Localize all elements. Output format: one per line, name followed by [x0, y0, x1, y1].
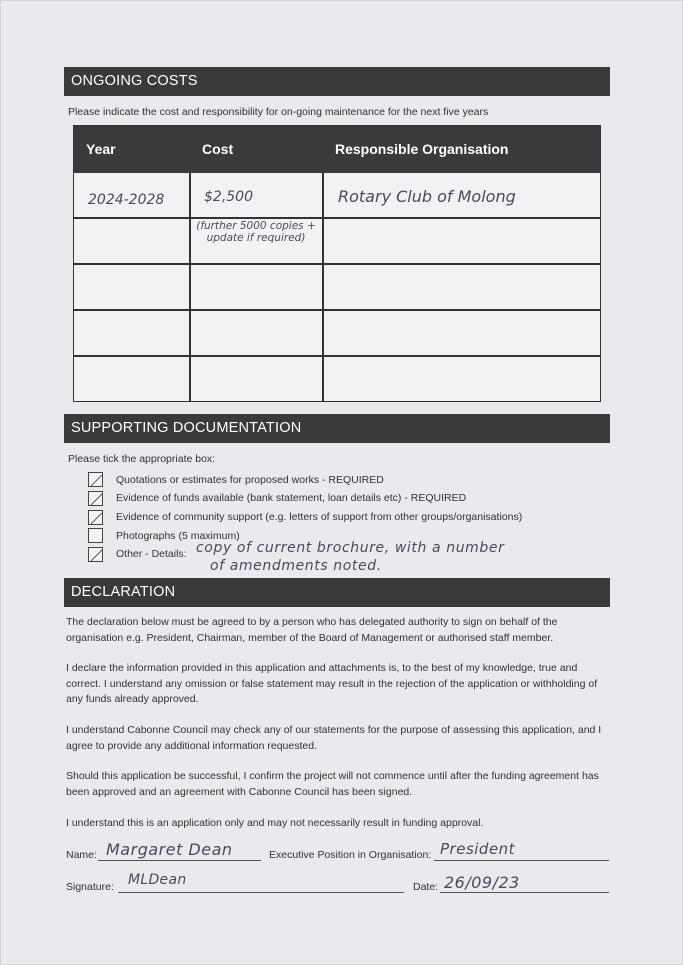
column-header-organisation: Responsible Organisation — [335, 141, 509, 157]
supporting-documentation-heading: SUPPORTING DOCUMENTATION — [64, 414, 610, 443]
declaration-paragraph: The declaration below must be agreed to by a person who has delegated authority to sign on behalf of the organisation e.g. President, Chairman, member of the Board of Management or authorised staff member. — [66, 616, 558, 644]
row1-cost-field[interactable]: $2,500 — [204, 189, 253, 205]
position-label: Executive Position in Organisation: — [269, 849, 432, 861]
checkbox-funds-evidence[interactable] — [88, 491, 103, 506]
ongoing-costs-table — [73, 125, 601, 402]
row2-cost-field[interactable]: (further 5000 copies + update if required) — [196, 220, 316, 244]
position-field[interactable]: President — [440, 840, 516, 858]
declaration-paragraph: Should this application be successful, I confirm the project will not commence until after the funding agreement has been approved and an agreement with Cabonne Council has been signed. — [66, 770, 599, 798]
column-header-cost: Cost — [202, 141, 234, 157]
declaration-paragraph: I declare the information provided in this application and attachments is, to the best of my knowledge, true and correct. I understand any omission or false statement may result in the rejection of the application or withholding of any funds already approved. — [66, 662, 598, 705]
other-details-field-line2[interactable]: of amendments noted. — [210, 558, 382, 574]
checkbox-label-other: Other - Details: — [116, 548, 187, 560]
name-underline — [98, 860, 261, 861]
checkmark-icon — [89, 492, 104, 507]
column-divider — [189, 173, 191, 401]
row1-organisation-field[interactable]: Rotary Club of Molong — [338, 187, 516, 206]
declaration-paragraph: I understand Cabonne Council may check any of our statements for the purpose of assessing this application, and I agree to provide any additional information requested. — [66, 724, 602, 752]
checkbox-quotations[interactable] — [88, 472, 103, 487]
column-divider — [322, 173, 324, 401]
checkbox-community-support[interactable] — [88, 510, 103, 525]
date-field[interactable]: 26/09/23 — [444, 873, 520, 892]
checkbox-other[interactable] — [88, 547, 103, 562]
row-divider — [74, 263, 600, 265]
checkmark-icon — [89, 473, 104, 488]
checkbox-label-photographs: Photographs (5 maximum) — [116, 530, 240, 542]
name-label: Name: — [66, 849, 97, 861]
ongoing-costs-heading: ONGOING COSTS — [64, 67, 610, 96]
checkbox-label-funds-evidence: Evidence of funds available (bank statement, loan details etc) - REQUIRED — [116, 492, 467, 504]
signature-field[interactable]: MLDean — [128, 872, 187, 888]
column-header-year: Year — [86, 141, 116, 157]
row1-year-field[interactable]: 2024-2028 — [88, 192, 165, 208]
checkmark-icon — [89, 511, 104, 526]
date-underline — [440, 892, 609, 893]
row-divider — [74, 355, 600, 357]
checkbox-photographs[interactable] — [88, 528, 103, 543]
row-divider — [74, 309, 600, 311]
position-underline — [434, 860, 609, 861]
table-header — [74, 126, 600, 173]
date-label: Date: — [413, 881, 439, 893]
declaration-paragraph: I understand this is an application only and may not necessarily result in funding approval. — [66, 817, 484, 829]
row-divider — [74, 217, 600, 219]
signature-label: Signature: — [66, 881, 114, 893]
ongoing-costs-instruction: Please indicate the cost and responsibility for on-going maintenance for the next five years — [68, 106, 489, 118]
checkbox-label-community-support: Evidence of community support (e.g. letters of support from other groups/organisations) — [116, 511, 523, 523]
declaration-heading: DECLARATION — [64, 578, 610, 607]
checkbox-label-quotations: Quotations or estimates for proposed works - REQUIRED — [116, 474, 384, 486]
supporting-instruction: Please tick the appropriate box: — [68, 453, 216, 465]
checkmark-icon — [89, 548, 104, 563]
other-details-field[interactable]: copy of current brochure, with a number — [196, 540, 505, 556]
name-field[interactable]: Margaret Dean — [106, 840, 233, 859]
signature-underline — [118, 892, 404, 893]
